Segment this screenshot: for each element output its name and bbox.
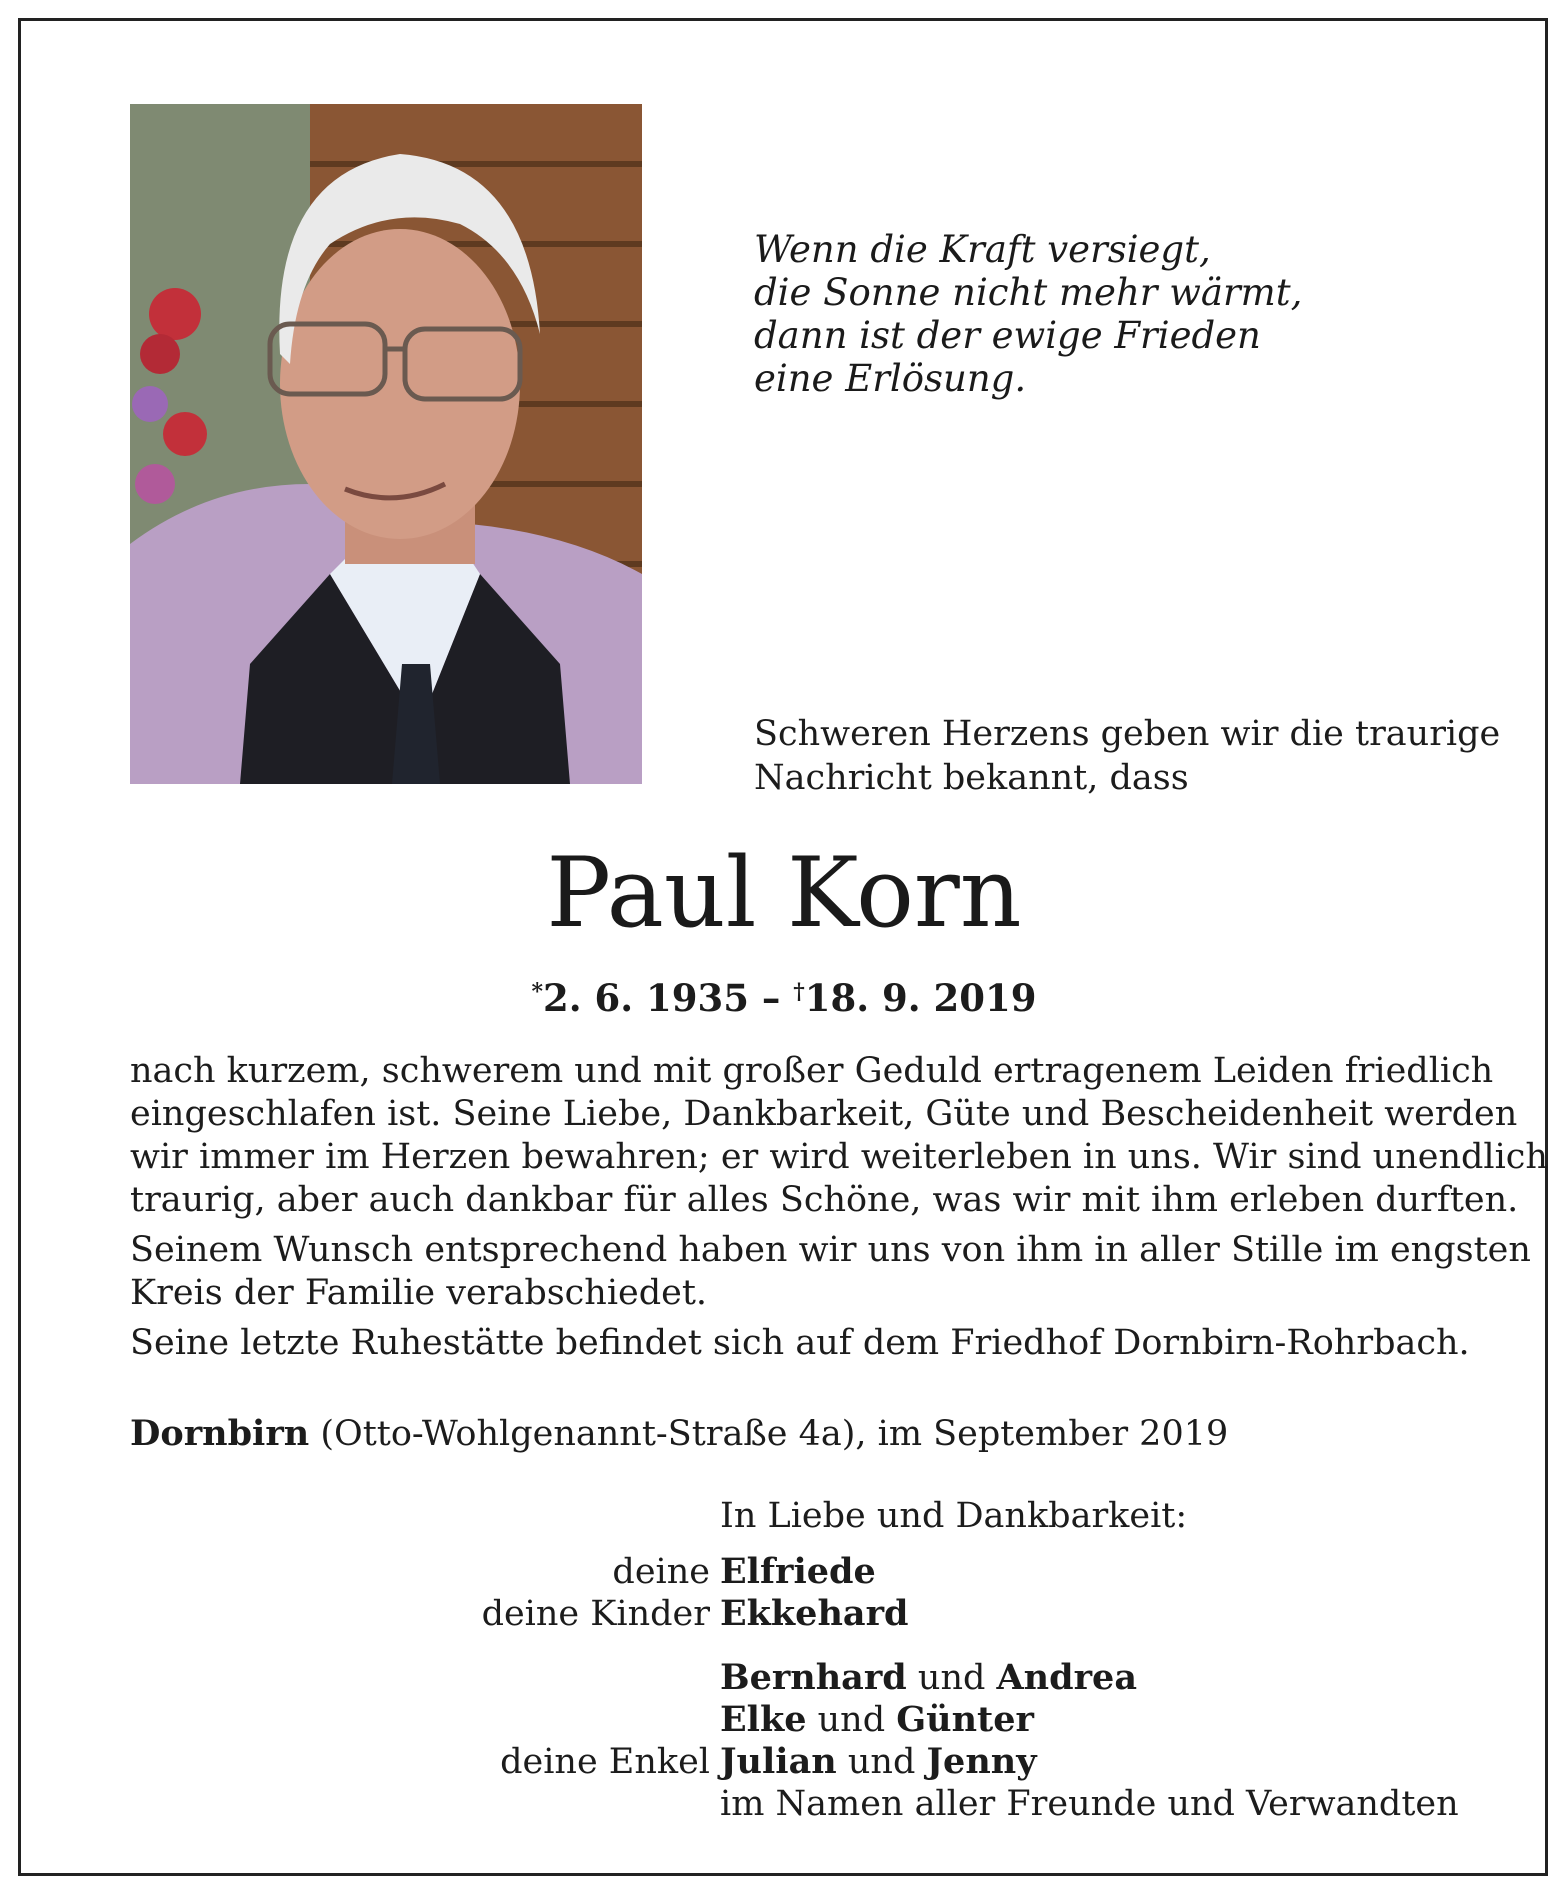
verse-line: die Sonne nicht mehr wärmt, bbox=[754, 271, 1303, 314]
place-date bbox=[130, 1412, 1228, 1456]
life-dates bbox=[0, 970, 1568, 1020]
intro-line: Nachricht bekannt, dass bbox=[754, 758, 1189, 798]
mourner-name: Elfriede bbox=[720, 1551, 876, 1592]
spouse-name bbox=[720, 1550, 876, 1594]
children-label: deine Kinder bbox=[481, 1594, 710, 1634]
body-line: wir immer im Herzen bewahren; er wird weiterleben in uns. Wir sind unendlich bbox=[130, 1137, 1548, 1177]
intro-line: Schweren Herzens geben wir die traurige bbox=[754, 714, 1501, 754]
body-line: Kreis der Familie verabschiedet. bbox=[130, 1273, 708, 1313]
others-line: im Namen aller Freunde und Verwandten bbox=[720, 1784, 1459, 1824]
body-line: nach kurzem, schwerem und mit großer Geduld ertragenem Leiden friedlich bbox=[130, 1051, 1494, 1091]
death-symbol: † bbox=[793, 979, 805, 1005]
mourner-name: Günter bbox=[896, 1699, 1034, 1740]
birth-date: 2. 6. 1935 bbox=[542, 976, 749, 1020]
mourner-name: Julian bbox=[720, 1741, 837, 1782]
child-name bbox=[720, 1592, 908, 1636]
place-rest: (Otto-Wohlgenannt-Straße 4a), im September 2019 bbox=[309, 1414, 1229, 1454]
deceased-name: Paul Korn bbox=[546, 837, 1022, 949]
body-paragraph bbox=[130, 1229, 1531, 1315]
mourner-name: Elke bbox=[720, 1699, 807, 1740]
verse-line: dann ist der ewige Frieden bbox=[754, 314, 1261, 357]
body-paragraph bbox=[130, 1050, 1548, 1222]
portrait-photo bbox=[130, 104, 642, 784]
body-line: Seine letzte Ruhestätte befindet sich auf dem Friedhof Dornbirn-Rohrbach. bbox=[130, 1323, 1470, 1363]
verse bbox=[754, 228, 1302, 400]
spouse-label: deine bbox=[612, 1552, 710, 1592]
mourner-name: Jenny bbox=[926, 1741, 1037, 1782]
place-city: Dornbirn bbox=[130, 1413, 310, 1454]
child-couple bbox=[720, 1656, 1137, 1700]
conjunction: und bbox=[806, 1700, 897, 1740]
intro-text bbox=[754, 712, 1500, 800]
birth-symbol: * bbox=[531, 979, 543, 1005]
conjunction: und bbox=[906, 1658, 997, 1698]
mourner-name: Ekkehard bbox=[720, 1593, 909, 1634]
child-couple bbox=[720, 1698, 1034, 1742]
mourner-name: Bernhard bbox=[720, 1657, 907, 1698]
death-date: 18. 9. 2019 bbox=[804, 976, 1037, 1020]
body-line: Seinem Wunsch entsprechend haben wir uns von ihm in aller Stille im engsten bbox=[130, 1230, 1531, 1270]
date-separator: – bbox=[748, 976, 794, 1020]
conjunction: und bbox=[836, 1742, 927, 1782]
notice-body bbox=[130, 1050, 1548, 1372]
grandchildren-names bbox=[720, 1740, 1037, 1784]
body-line: traurig, aber auch dankbar für alles Schöne, was wir mit ihm erleben durften. bbox=[130, 1180, 1519, 1220]
body-paragraph bbox=[130, 1322, 1470, 1365]
body-line: eingeschlafen ist. Seine Liebe, Dankbarkeit, Güte und Bescheidenheit werden bbox=[130, 1094, 1518, 1134]
closing-phrase: In Liebe und Dankbarkeit: bbox=[720, 1496, 1188, 1536]
grandchildren-label: deine Enkel bbox=[500, 1742, 710, 1782]
verse-line: eine Erlösung. bbox=[754, 357, 1027, 400]
verse-line: Wenn die Kraft versiegt, bbox=[754, 228, 1211, 271]
mourner-name: Andrea bbox=[996, 1657, 1137, 1698]
